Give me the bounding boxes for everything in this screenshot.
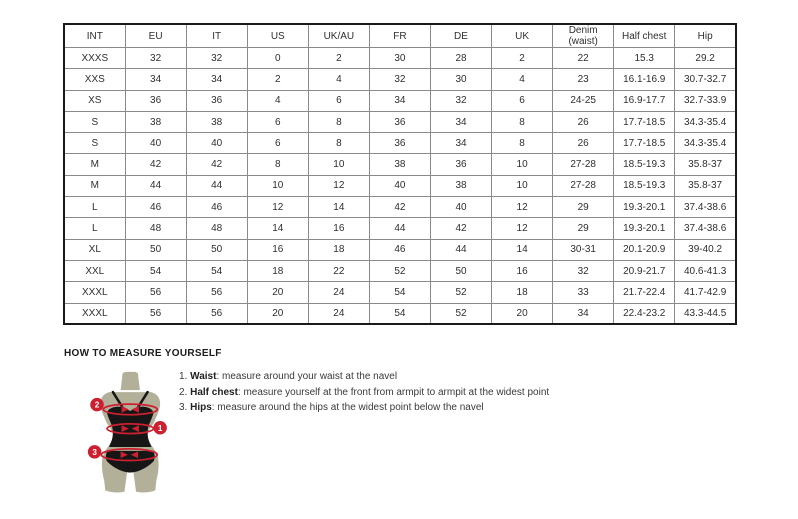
table-cell: 16 xyxy=(308,218,369,239)
table-cell: 17.7-18.5 xyxy=(614,111,675,132)
table-cell: 24-25 xyxy=(553,90,614,111)
table-cell: 24 xyxy=(308,282,369,303)
table-cell: 16 xyxy=(247,239,308,260)
table-cell: 2 xyxy=(308,48,369,69)
table-cell: 30.7-32.7 xyxy=(675,69,736,90)
table-cell: 32 xyxy=(553,260,614,281)
table-cell: 10 xyxy=(492,175,553,196)
table-cell: 52 xyxy=(430,303,491,324)
table-cell: 20 xyxy=(247,282,308,303)
table-cell: 32 xyxy=(125,48,186,69)
table-cell: 2 xyxy=(247,69,308,90)
column-header: Half chest xyxy=(614,24,675,48)
table-cell: 40 xyxy=(186,133,247,154)
column-header: Denim (waist) xyxy=(553,24,614,48)
table-cell: 38 xyxy=(125,111,186,132)
table-row xyxy=(64,303,736,324)
table-cell: 26 xyxy=(553,133,614,154)
table-cell: 4 xyxy=(308,69,369,90)
table-cell: 48 xyxy=(186,218,247,239)
table-cell: 22.4-23.2 xyxy=(614,303,675,324)
table-cell: 39-40.2 xyxy=(675,239,736,260)
table-cell: 40 xyxy=(369,175,430,196)
table-cell: 36 xyxy=(125,90,186,111)
table-cell: 33 xyxy=(553,282,614,303)
table-cell: L xyxy=(64,197,125,218)
table-cell: 32 xyxy=(430,90,491,111)
table-cell: 54 xyxy=(369,303,430,324)
column-header: DE xyxy=(430,24,491,48)
table-cell: 46 xyxy=(186,197,247,218)
table-row xyxy=(64,133,736,154)
table-cell: 24 xyxy=(308,303,369,324)
table-cell: 44 xyxy=(369,218,430,239)
column-header: Hip xyxy=(675,24,736,48)
table-cell: 0 xyxy=(247,48,308,69)
column-header: INT xyxy=(64,24,125,48)
table-cell: 36 xyxy=(430,154,491,175)
table-cell: 4 xyxy=(492,69,553,90)
table-cell: 10 xyxy=(492,154,553,175)
table-cell: S xyxy=(64,111,125,132)
table-cell: 6 xyxy=(247,133,308,154)
table-row xyxy=(64,282,736,303)
table-cell: 37.4-38.6 xyxy=(675,218,736,239)
table-cell: 10 xyxy=(247,175,308,196)
table-cell: 28 xyxy=(430,48,491,69)
table-cell: 4 xyxy=(247,90,308,111)
table-cell: 54 xyxy=(369,282,430,303)
table-cell: 8 xyxy=(492,133,553,154)
table-cell: 56 xyxy=(186,282,247,303)
table-cell: XXS xyxy=(64,69,125,90)
marker-badge-hips xyxy=(88,445,101,458)
table-cell: M xyxy=(64,175,125,196)
table-cell: 2 xyxy=(492,48,553,69)
table-cell: 48 xyxy=(125,218,186,239)
table-cell: 46 xyxy=(125,197,186,218)
table-cell: 16.9-17.7 xyxy=(614,90,675,111)
table-cell: 36 xyxy=(186,90,247,111)
table-cell: XXXL xyxy=(64,303,125,324)
table-cell: 20.1-20.9 xyxy=(614,239,675,260)
table-cell: 15.3 xyxy=(614,48,675,69)
table-cell: XXXL xyxy=(64,282,125,303)
table-row xyxy=(64,90,736,111)
table-cell: L xyxy=(64,218,125,239)
table-row xyxy=(64,239,736,260)
svg-text:2: 2 xyxy=(94,400,100,410)
table-row xyxy=(64,175,736,196)
marker-badge-chest xyxy=(90,398,103,411)
table-cell: 36 xyxy=(369,133,430,154)
table-cell: 18 xyxy=(247,260,308,281)
size-chart-body xyxy=(64,48,736,325)
table-cell: 38 xyxy=(430,175,491,196)
table-cell: 30 xyxy=(430,69,491,90)
table-cell: 34 xyxy=(553,303,614,324)
table-cell: 42 xyxy=(125,154,186,175)
table-cell: 6 xyxy=(308,90,369,111)
table-cell: 27-28 xyxy=(553,175,614,196)
table-cell: 44 xyxy=(125,175,186,196)
table-cell: 29.2 xyxy=(675,48,736,69)
table-cell: 16 xyxy=(492,260,553,281)
mannequin-illustration xyxy=(84,370,190,497)
table-cell: 8 xyxy=(247,154,308,175)
table-cell: 40 xyxy=(430,197,491,218)
table-cell: 19.3-20.1 xyxy=(614,197,675,218)
size-chart-head-row xyxy=(64,24,736,48)
measure-instruction: 1. Waist: measure around your waist at the navel xyxy=(179,371,398,382)
table-cell: 52 xyxy=(369,260,430,281)
table-cell: 40.6-41.3 xyxy=(675,260,736,281)
table-row xyxy=(64,197,736,218)
table-cell: 16.1-16.9 xyxy=(614,69,675,90)
table-row xyxy=(64,69,736,90)
table-cell: 54 xyxy=(125,260,186,281)
table-cell: 27-28 xyxy=(553,154,614,175)
table-cell: 18.5-19.3 xyxy=(614,154,675,175)
table-cell: 56 xyxy=(125,282,186,303)
table-cell: 14 xyxy=(492,239,553,260)
table-cell: 20.9-21.7 xyxy=(614,260,675,281)
table-row xyxy=(64,218,736,239)
table-cell: 12 xyxy=(308,175,369,196)
table-cell: 23 xyxy=(553,69,614,90)
table-cell: 19.3-20.1 xyxy=(614,218,675,239)
table-cell: 34 xyxy=(369,90,430,111)
measurement-figure xyxy=(84,370,190,497)
table-cell: 18 xyxy=(492,282,553,303)
column-header: UK xyxy=(492,24,553,48)
table-cell: 29 xyxy=(553,218,614,239)
table-cell: 32 xyxy=(369,69,430,90)
table-cell: 56 xyxy=(125,303,186,324)
table-cell: 34.3-35.4 xyxy=(675,133,736,154)
table-cell: 14 xyxy=(308,197,369,218)
table-cell: 21.7-22.4 xyxy=(614,282,675,303)
table-cell: 12 xyxy=(492,197,553,218)
table-cell: 10 xyxy=(308,154,369,175)
table-cell: 54 xyxy=(186,260,247,281)
table-cell: 35.8-37 xyxy=(675,154,736,175)
table-cell: 44 xyxy=(186,175,247,196)
column-header: US xyxy=(247,24,308,48)
table-cell: 52 xyxy=(430,282,491,303)
table-cell: 17.7-18.5 xyxy=(614,133,675,154)
size-chart-table xyxy=(63,23,737,325)
table-cell: 56 xyxy=(186,303,247,324)
table-cell: 6 xyxy=(492,90,553,111)
table-cell: XXXS xyxy=(64,48,125,69)
table-cell: 38 xyxy=(186,111,247,132)
measure-instructions xyxy=(179,372,549,419)
table-cell: 35.8-37 xyxy=(675,175,736,196)
table-row xyxy=(64,260,736,281)
table-cell: XL xyxy=(64,239,125,260)
table-cell: 40 xyxy=(125,133,186,154)
table-cell: 30 xyxy=(369,48,430,69)
table-cell: 30-31 xyxy=(553,239,614,260)
table-cell: 42 xyxy=(369,197,430,218)
table-cell: 41.7-42.9 xyxy=(675,282,736,303)
column-header: IT xyxy=(186,24,247,48)
table-cell: 8 xyxy=(492,111,553,132)
table-cell: 32 xyxy=(186,48,247,69)
table-row xyxy=(64,111,736,132)
table-cell: S xyxy=(64,133,125,154)
table-cell: 43.3-44.5 xyxy=(675,303,736,324)
table-cell: 8 xyxy=(308,133,369,154)
table-cell: 12 xyxy=(492,218,553,239)
column-header: EU xyxy=(125,24,186,48)
svg-text:3: 3 xyxy=(92,447,97,457)
table-cell: 32.7-33.9 xyxy=(675,90,736,111)
column-header: FR xyxy=(369,24,430,48)
table-cell: 50 xyxy=(186,239,247,260)
measure-title: HOW TO MEASURE YOURSELF xyxy=(64,348,222,359)
table-cell: 36 xyxy=(369,111,430,132)
table-cell: 26 xyxy=(553,111,614,132)
table-cell: 42 xyxy=(186,154,247,175)
table-cell: 50 xyxy=(430,260,491,281)
table-cell: 34 xyxy=(186,69,247,90)
table-cell: 18 xyxy=(308,239,369,260)
measure-instruction: 2. Half chest: measure yourself at the front from armpit to armpit at the widest point xyxy=(179,386,550,398)
measure-instruction: 3. Hips: measure around the hips at the widest point below the navel xyxy=(179,402,484,413)
table-cell: 44 xyxy=(430,239,491,260)
table-cell: 18.5-19.3 xyxy=(614,175,675,196)
table-cell: 34 xyxy=(430,133,491,154)
table-cell: 29 xyxy=(553,197,614,218)
table-cell: 34.3-35.4 xyxy=(675,111,736,132)
table-cell: 34 xyxy=(125,69,186,90)
table-cell: 38 xyxy=(369,154,430,175)
table-cell: 22 xyxy=(553,48,614,69)
table-cell: M xyxy=(64,154,125,175)
marker-badge-waist xyxy=(153,421,166,434)
column-header: UK/AU xyxy=(308,24,369,48)
table-cell: 20 xyxy=(247,303,308,324)
table-cell: 6 xyxy=(247,111,308,132)
table-cell: 20 xyxy=(492,303,553,324)
table-cell: 8 xyxy=(308,111,369,132)
svg-text:1: 1 xyxy=(157,423,163,433)
table-cell: 42 xyxy=(430,218,491,239)
table-cell: 46 xyxy=(369,239,430,260)
table-cell: 12 xyxy=(247,197,308,218)
table-cell: 34 xyxy=(430,111,491,132)
table-cell: 14 xyxy=(247,218,308,239)
table-cell: 37.4-38.6 xyxy=(675,197,736,218)
table-cell: 50 xyxy=(125,239,186,260)
table-row xyxy=(64,154,736,175)
table-cell: 22 xyxy=(308,260,369,281)
table-cell: XS xyxy=(64,90,125,111)
table-row xyxy=(64,48,736,69)
table-cell: XXL xyxy=(64,260,125,281)
